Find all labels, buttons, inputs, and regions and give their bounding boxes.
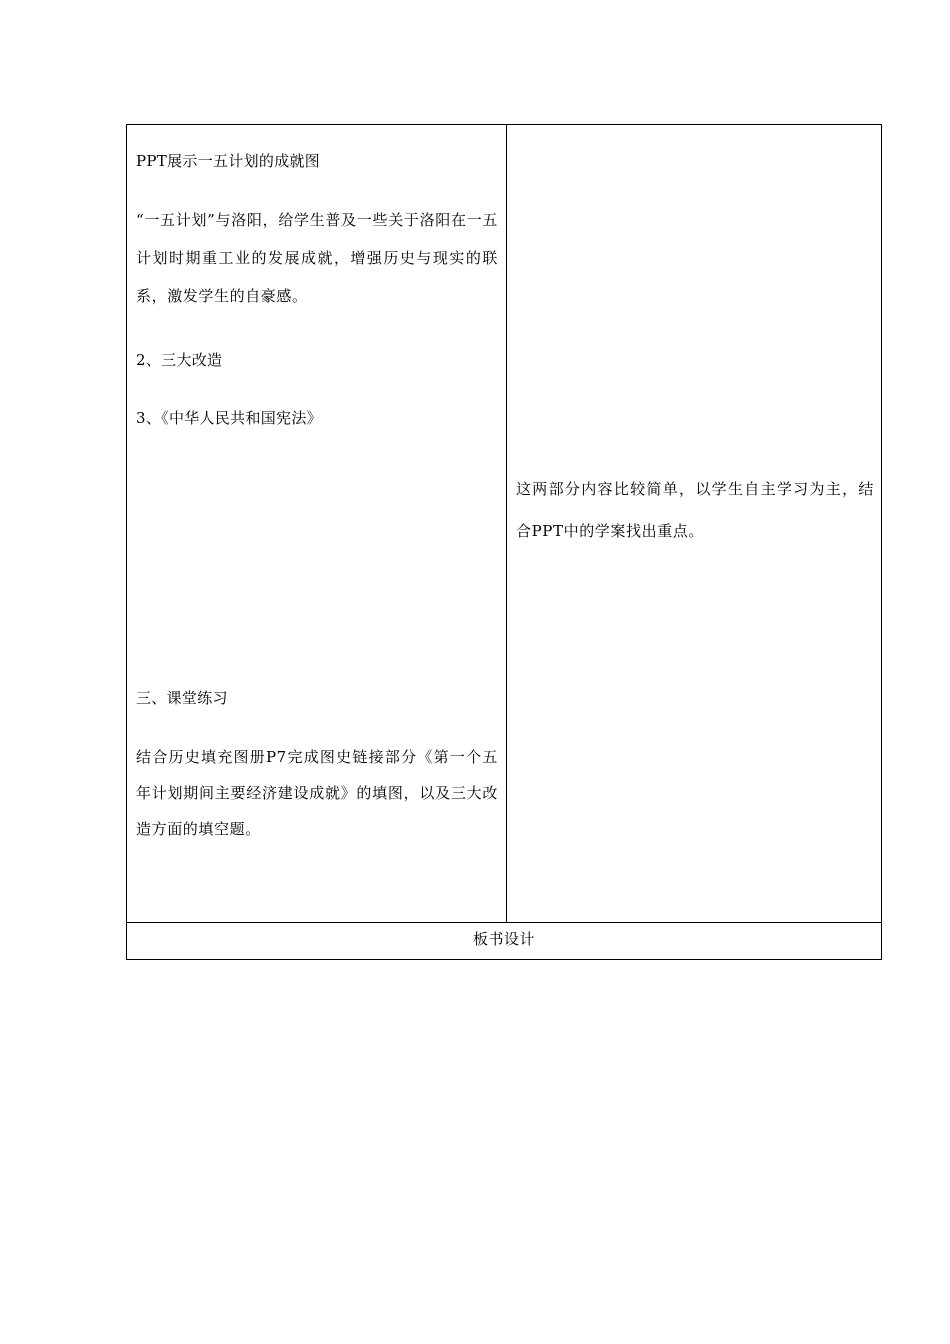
luoyang-paragraph: “一五计划”与洛阳，给学生普及一些关于洛阳在一五计划时期重工业的发展成就，增强历史与现实的联系，激发学生的自豪感。 [136,211,498,305]
right-column-cell [507,125,881,922]
section-classroom-practice: 三、课堂练习 [136,689,228,707]
blackboard-design-row [127,922,881,959]
item-three-transformations: 2、三大改造 [136,351,223,369]
item-constitution: 3、《中华人民共和国宪法》 [136,409,322,427]
practice-paragraph: 结合历史填充图册P7完成图史链接部分《第一个五年计划期间主要经济建设成就》的填图，以及三大改造方面的填空题。 [136,748,498,838]
lesson-plan-table [126,124,882,960]
blackboard-design-title: 板书设计 [472,930,535,948]
left-column-cell [127,125,507,922]
ppt-achievement-line: PPT展示一五计划的成就图 [136,152,321,170]
self-study-note: 这两部分内容比较简单，以学生自主学习为主，结合PPT中的学案找出重点。 [516,480,874,540]
